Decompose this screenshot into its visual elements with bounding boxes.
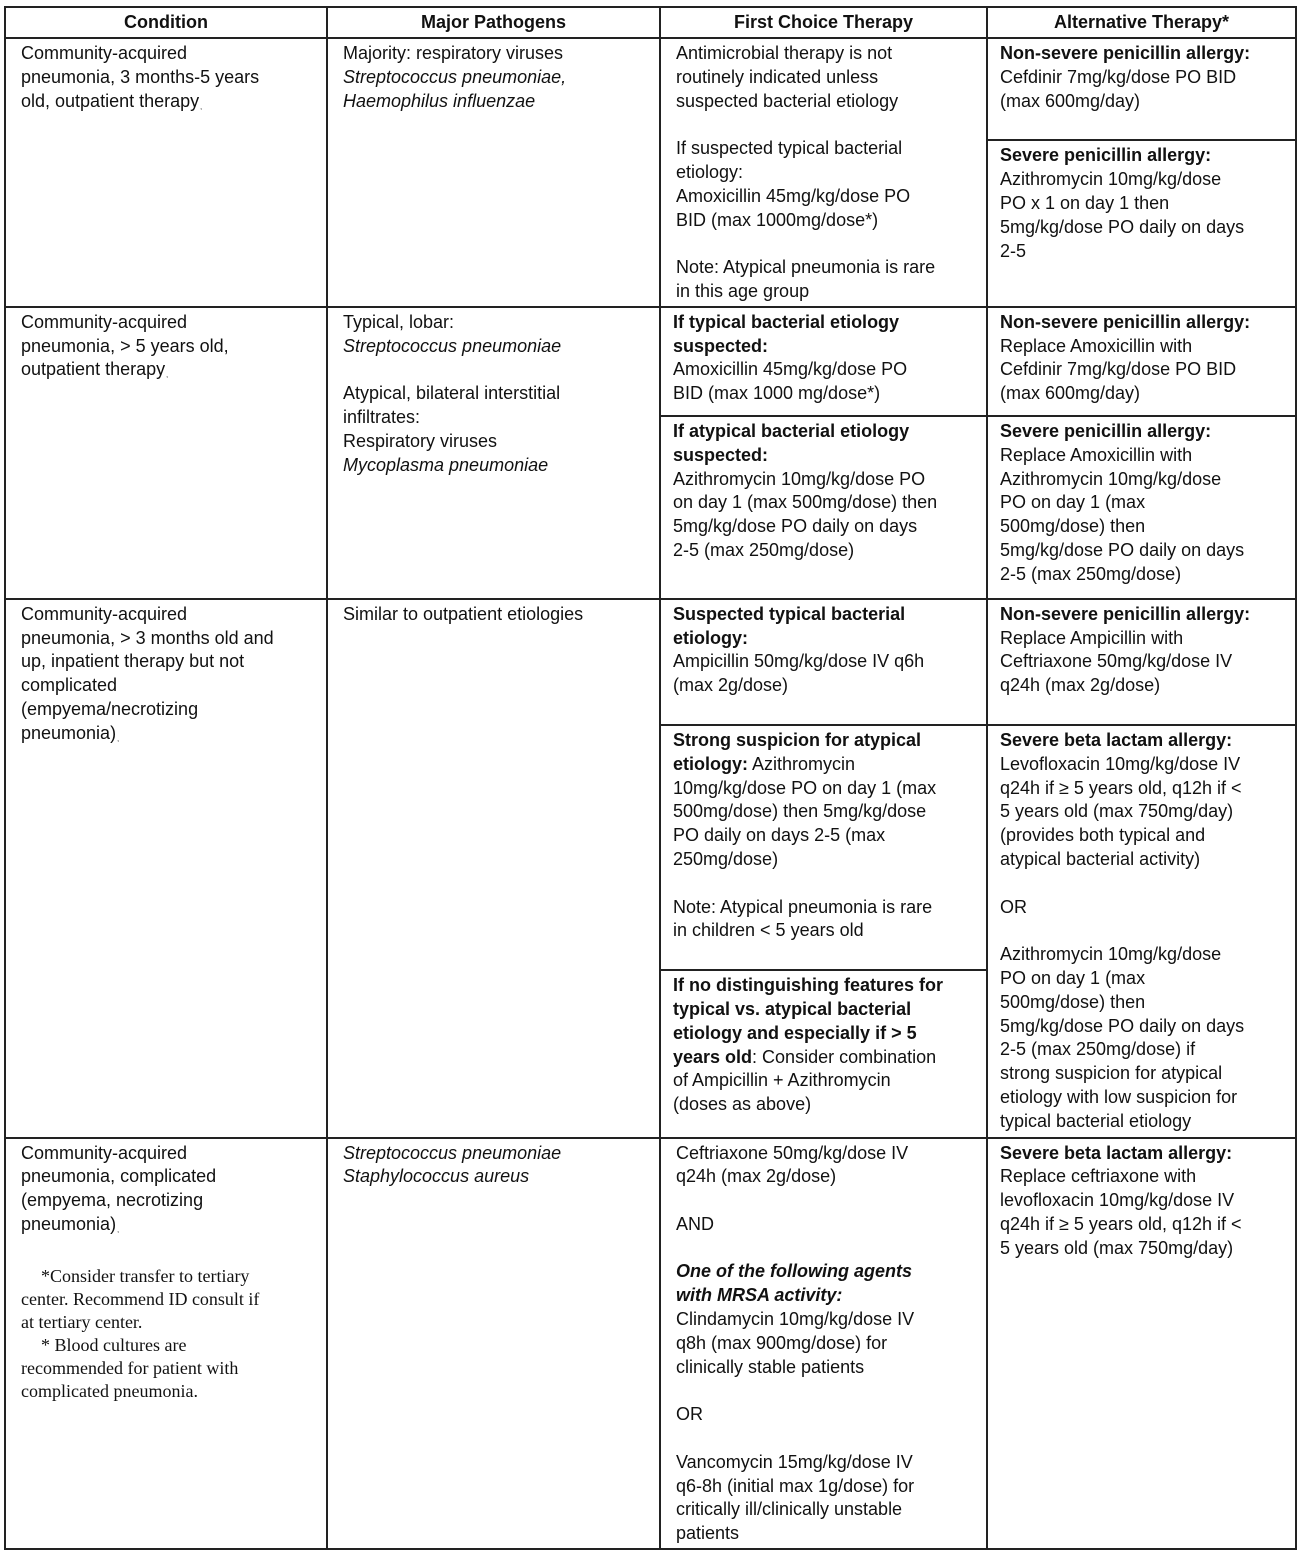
alternative-cell xyxy=(987,1138,1296,1550)
therapy-line: Amoxicillin 45mg/kg/dose PO xyxy=(673,359,908,380)
therapy-line: BID (max 1000mg/dose*) xyxy=(676,209,879,230)
condition-line: Community-acquired xyxy=(21,43,188,63)
condition-line: (empyema, necrotizing xyxy=(21,1190,204,1211)
alternative-cell xyxy=(987,38,1296,307)
table-row xyxy=(5,38,1296,307)
therapy-line: 5mg/kg/dose PO daily on days xyxy=(1000,1015,1245,1036)
therapy-line: etiology with low suspicion for xyxy=(1000,1086,1238,1107)
therapy-line: 2-5 xyxy=(1000,240,1027,261)
pathogens-cell xyxy=(327,38,660,307)
therapy-heading: Suspected typical bacterial xyxy=(673,603,906,624)
pathogens-cell xyxy=(327,1138,660,1550)
footnote-line: recommended for patient with xyxy=(21,1357,239,1378)
or-separator: OR xyxy=(676,1404,703,1425)
allergy-heading: Severe beta lactam allergy: xyxy=(1000,729,1233,750)
condition-line: up, inpatient therapy but not xyxy=(21,651,245,672)
pathogen-line: Mycoplasma pneumoniae xyxy=(343,454,549,475)
therapy-line: 5mg/kg/dose PO daily on days xyxy=(673,516,918,537)
therapy-heading: etiology and especially if > 5 xyxy=(673,1022,917,1043)
therapy-line: (max 600mg/day) xyxy=(1000,383,1141,404)
therapy-line: etiology: xyxy=(676,161,744,182)
therapy-line: 5mg/kg/dose PO daily on days xyxy=(1000,539,1245,560)
pathogen-line: Atypical, bilateral interstitial xyxy=(343,383,561,404)
header-row xyxy=(5,7,1296,38)
therapy-line: Replace Ampicillin with xyxy=(1000,627,1184,648)
table-row xyxy=(5,307,1296,599)
footnote-line: at tertiary center. xyxy=(21,1311,143,1332)
therapy-line: clinically stable patients xyxy=(676,1356,865,1377)
pathogen-line: infiltrates: xyxy=(343,406,421,427)
therapy-line: PO daily on days 2-5 (max xyxy=(673,825,886,846)
pathogen-line: Streptococcus pneumoniae, xyxy=(343,66,567,87)
therapy-line: Ampicillin 50mg/kg/dose IV q6h xyxy=(673,651,925,672)
therapy-line: 500mg/dose) then xyxy=(1000,516,1146,537)
footnote-line: * Blood cultures are xyxy=(41,1334,187,1355)
allergy-heading: Non-severe penicillin allergy: xyxy=(1000,311,1251,332)
therapy-line: 2-5 (max 250mg/dose) xyxy=(673,539,855,560)
condition-text: old, outpatient therapy xyxy=(21,90,200,111)
first-choice-cell xyxy=(660,38,987,307)
therapy-line: Vancomycin 15mg/kg/dose IV xyxy=(676,1451,913,1472)
pathogen-line: Typical, lobar: xyxy=(343,311,455,332)
therapy-line: Replace ceftriaxone with xyxy=(1000,1166,1197,1187)
pathogen-line: Staphylococcus aureus xyxy=(343,1166,530,1187)
therapy-heading: suspected: xyxy=(673,444,769,465)
table-row xyxy=(5,1138,1296,1550)
therapy-line: levofloxacin 10mg/kg/dose IV xyxy=(1000,1190,1235,1211)
therapy-line: critically ill/clinically unstable xyxy=(676,1499,903,1520)
therapy-line: Cefdinir 7mg/kg/dose PO BID xyxy=(1000,66,1237,87)
therapy-line: 250mg/dose) xyxy=(673,848,779,869)
therapy-line: 500mg/dose) then xyxy=(1000,991,1146,1012)
alternative-cell xyxy=(987,599,1296,1138)
condition-text: pneumonia) xyxy=(21,1213,117,1234)
therapy-line: 10mg/kg/dose PO on day 1 (max xyxy=(673,777,937,798)
therapy-text: : Consider combination xyxy=(752,1046,937,1067)
therapy-line: (max 600mg/day) xyxy=(1000,90,1141,111)
therapy-line: PO on day 1 (max xyxy=(1000,967,1146,988)
therapy-line: typical bacterial etiology xyxy=(1000,1110,1192,1131)
antibiotic-guideline-table xyxy=(4,6,1297,1550)
pathogen-line: Similar to outpatient etiologies xyxy=(343,603,584,624)
therapy-line: 2-5 (max 250mg/dose) xyxy=(1000,563,1182,584)
condition-line: Community-acquired xyxy=(21,1142,188,1163)
footnote-line: center. Recommend ID consult if xyxy=(21,1288,260,1309)
therapy-line xyxy=(673,753,976,777)
therapy-line: in children < 5 years old xyxy=(673,920,864,941)
therapy-line: Azithromycin 10mg/kg/dose PO xyxy=(673,468,926,489)
therapy-line: (doses as above) xyxy=(673,1094,812,1115)
or-separator: OR xyxy=(1000,896,1027,917)
pathogen-line: Streptococcus pneumoniae xyxy=(343,335,562,356)
therapy-heading: typical vs. atypical bacterial xyxy=(673,998,912,1019)
footnote xyxy=(21,1265,316,1403)
header-condition: Condition xyxy=(5,7,327,38)
therapy-heading: If atypical bacterial etiology xyxy=(673,420,910,441)
therapy-line: q24h if ≥ 5 years old, q12h if < xyxy=(1000,777,1242,798)
therapy-line: Levofloxacin 10mg/kg/dose IV xyxy=(1000,753,1241,774)
condition-line: (empyema/necrotizing xyxy=(21,698,199,719)
therapy-heading: If no distinguishing features for xyxy=(673,975,943,996)
therapy-line: Replace Amoxicillin with xyxy=(1000,335,1193,356)
therapy-line: in this age group xyxy=(676,280,810,301)
therapy-line: q24h if ≥ 5 years old, q12h if < xyxy=(1000,1213,1242,1234)
footnote-line: *Consider transfer to tertiary xyxy=(41,1265,250,1286)
therapy-line: Ceftriaxone 50mg/kg/dose IV xyxy=(676,1142,909,1163)
allergy-heading: Non-severe penicillin allergy: xyxy=(1000,43,1251,63)
therapy-line: Antimicrobial therapy is not xyxy=(676,43,893,63)
therapy-line: Note: Atypical pneumonia is rare xyxy=(676,257,936,278)
therapy-line: (max 2g/dose) xyxy=(673,675,789,696)
therapy-line: on day 1 (max 500mg/dose) then xyxy=(673,492,938,513)
footnote-line: complicated pneumonia. xyxy=(21,1380,198,1401)
first-choice-cell xyxy=(660,599,987,1138)
therapy-line: Azithromycin 10mg/kg/dose xyxy=(1000,944,1222,965)
therapy-line: Replace Amoxicillin with xyxy=(1000,444,1193,465)
condition-line: $pneumonia)_,$ xyxy=(21,722,120,743)
table-row xyxy=(5,599,1296,1138)
therapy-text: Azithromycin xyxy=(748,753,856,774)
therapy-line: q24h (max 2g/dose) xyxy=(676,1166,837,1187)
therapy-line: Amoxicillin 45mg/kg/dose PO xyxy=(676,185,911,206)
allergy-heading: Severe beta lactam allergy: xyxy=(1000,1142,1233,1163)
condition-line: pneumonia, > 5 years old, xyxy=(21,335,229,356)
header-first-choice-therapy: First Choice Therapy xyxy=(660,7,987,38)
therapy-heading: with MRSA activity: xyxy=(676,1285,843,1306)
condition-line: $pneumonia)_,$ xyxy=(21,1213,120,1234)
condition-text: outpatient therapy xyxy=(21,359,166,380)
therapy-line: (provides both typical and xyxy=(1000,825,1206,846)
header-alternative-therapy: Alternative Therapy* xyxy=(987,7,1296,38)
pathogen-line: Respiratory viruses xyxy=(343,430,498,451)
alternative-cell xyxy=(987,307,1296,599)
therapy-line: 5 years old (max 750mg/day) xyxy=(1000,1237,1234,1258)
therapy-line: Ceftriaxone 50mg/kg/dose IV xyxy=(1000,651,1233,672)
pathogens-cell xyxy=(327,599,660,1138)
therapy-heading: etiology: xyxy=(673,753,748,774)
therapy-line xyxy=(673,1046,976,1070)
therapy-line: Cefdinir 7mg/kg/dose PO BID xyxy=(1000,359,1237,380)
therapy-line: q8h (max 900mg/dose) for xyxy=(676,1332,888,1353)
therapy-line: strong suspicion for atypical xyxy=(1000,1063,1223,1084)
therapy-line: atypical bacterial activity) xyxy=(1000,848,1201,869)
condition-cell xyxy=(5,599,327,1138)
pathogen-line: Haemophilus influenzae xyxy=(343,90,536,111)
therapy-line: Clindamycin 10mg/kg/dose IV xyxy=(676,1309,915,1330)
allergy-heading: Non-severe penicillin allergy: xyxy=(1000,603,1251,624)
therapy-line: suspected bacterial etiology xyxy=(676,90,899,111)
therapy-line: PO on day 1 (max xyxy=(1000,492,1146,513)
and-separator: AND xyxy=(676,1213,715,1234)
therapy-line: Note: Atypical pneumonia is rare xyxy=(673,896,933,917)
therapy-heading: etiology: xyxy=(673,627,748,648)
therapy-line: 2-5 (max 250mg/dose) if xyxy=(1000,1039,1196,1060)
therapy-line: patients xyxy=(676,1523,740,1544)
therapy-line: q24h (max 2g/dose) xyxy=(1000,675,1161,696)
condition-cell xyxy=(5,307,327,599)
header-major-pathogens: Major Pathogens xyxy=(327,7,660,38)
condition-line: complicated xyxy=(21,675,118,696)
therapy-heading: suspected: xyxy=(673,335,769,356)
therapy-line: routinely indicated unless xyxy=(676,66,879,87)
condition-line: Community-acquired xyxy=(21,311,188,332)
therapy-heading: years old xyxy=(673,1046,753,1067)
therapy-line: BID (max 1000 mg/dose*) xyxy=(673,383,881,404)
therapy-line: of Ampicillin + Azithromycin xyxy=(673,1070,891,1091)
therapy-heading: One of the following agents xyxy=(676,1261,912,1282)
therapy-heading: If typical bacterial etiology xyxy=(673,311,900,332)
condition-line: pneumonia, complicated xyxy=(21,1166,217,1187)
condition-line: outpatient therapy$_,$ xyxy=(21,359,169,380)
allergy-heading: Severe penicillin allergy: xyxy=(1000,145,1212,166)
pathogen-line: Streptococcus pneumoniae xyxy=(343,1142,562,1163)
therapy-line: 5 years old (max 750mg/day) xyxy=(1000,801,1234,822)
first-choice-cell xyxy=(660,1138,987,1550)
pathogen-line: Majority: respiratory viruses xyxy=(343,43,564,63)
therapy-line: 5mg/kg/dose PO daily on days xyxy=(1000,216,1245,237)
therapy-line: 500mg/dose) then 5mg/kg/dose xyxy=(673,801,927,822)
condition-line: Community-acquired xyxy=(21,603,188,624)
therapy-line: Azithromycin 10mg/kg/dose xyxy=(1000,169,1222,190)
therapy-line: q6-8h (initial max 1g/dose) for xyxy=(676,1475,915,1496)
pathogens-cell xyxy=(327,307,660,599)
condition-line: pneumonia, 3 months-5 years xyxy=(21,66,260,87)
allergy-heading: Severe penicillin allergy: xyxy=(1000,420,1212,441)
condition-line: pneumonia, > 3 months old and xyxy=(21,627,274,648)
condition-cell xyxy=(5,38,327,307)
therapy-line: Azithromycin 10mg/kg/dose xyxy=(1000,468,1222,489)
first-choice-cell xyxy=(660,307,987,599)
therapy-line: PO x 1 on day 1 then xyxy=(1000,192,1170,213)
therapy-line: If suspected typical bacterial xyxy=(676,138,903,159)
therapy-heading: Strong suspicion for atypical xyxy=(673,729,922,750)
condition-text: pneumonia) xyxy=(21,722,117,743)
condition-cell xyxy=(5,1138,327,1550)
condition-line: old, outpatient therapy$_,$ xyxy=(21,90,203,111)
